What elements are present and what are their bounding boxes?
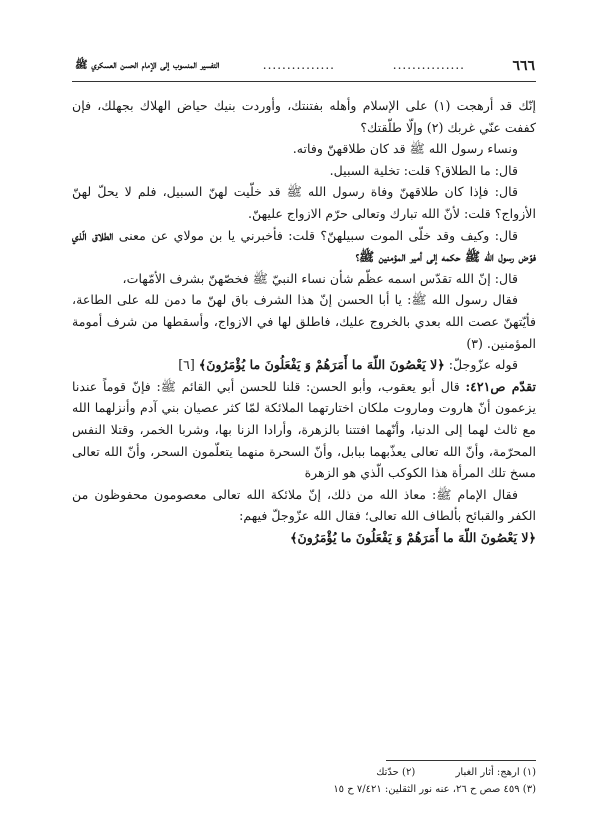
verse-line <box>72 354 536 376</box>
footnote: (٢) حدّتك <box>376 767 416 778</box>
paragraph <box>72 376 536 484</box>
cross-reference: تقدّم ص٤٢١: <box>465 378 536 394</box>
quran-verse: ﴿لا يَعْصُونَ اللّهَ ما أَمَرَهُمْ وَ يَفْعَلُونَ ما يُؤْمَرُونَ﴾ <box>198 357 445 373</box>
verse-reference: [٦] <box>178 357 195 373</box>
main-text <box>72 95 536 548</box>
verse-intro: قوله عزّوجلّ: <box>448 357 518 373</box>
header-rule <box>72 81 536 82</box>
paragraph-part: قال أبو يعقوب، وأبو الحسن: قلنا للحسن أبي القائم ﷺ: فإنّ قوماً عندنا يزعمون أنّ هاروت وماروت ملكان اختارتهما الملائكة لمّا كثر عصيان بني آدم وأنزلهما الله مع ثالث لهما إلى الدنيا، وأنّهما افتتنا بالزهرة، وأرادا الزنا بها، وشربا الخمر، وقتلا النفس المحرّمة، وأنّ الله تعالى يعذّبهما ببابل، وأنّ السحرة منهما يتعلّمون السحر، وأنّ الله تعالى مسخ تلك المرأة هذا الكوكب الّذي هو الزهرة <box>72 378 536 481</box>
paragraph: إنّك قد أرهجت (١) على الإسلام وأهله بفتنتك، وأوردت بنيك حياض الهلاك بجهلك، فإن كففت عنّي غربك (٢) وإلّا طلّقتك؟ <box>72 98 536 135</box>
footnote-rule <box>386 760 536 761</box>
paragraph: فقال رسول الله ﷺ: يا أبا الحسن إنّ هذا الشرف باق لهنّ ما دمن لله على الطاعة، فأيّتهنّ عصت الله بعدي بالخروج عليك، فاطلق لها في الازواج، وأسقطها من شرف أمومة المؤمنين. (٣) <box>72 292 536 351</box>
quran-verse: ﴿لا يَعْصُونَ اللّهَ ما أَمَرَهُمْ وَ يَفْعَلُونَ ما يُؤْمَرُونَ﴾ <box>290 529 536 545</box>
footnote-line <box>72 764 536 781</box>
paragraph: قال: ما الطلاق؟ قلت: تخلية السبيل. <box>329 162 518 178</box>
paragraph: قال: إنّ الله تقدّس اسمه عظّم شأن نساء النبيّ ﷺ فخصّهنّ بشرف الأمّهات، <box>122 270 518 286</box>
paragraph-part: قال: وكيف وقد خلّى الموت سبيلهنّ؟ قلت: فأخبرني يا بن مولاي عن معنى <box>118 227 518 243</box>
paragraph <box>72 225 536 268</box>
page-number: ٦٦٦ <box>512 58 535 74</box>
running-title: التفسير المنسوب إلى الإمام الحسن العسكري ﷺ <box>75 59 220 71</box>
footnote: (١) ارهج: أثار الغبار <box>455 767 536 778</box>
header-dots: ............... <box>262 58 335 72</box>
page-header <box>75 58 535 78</box>
footnotes <box>72 764 536 798</box>
paragraph: قال: فإذا كان طلاقهنّ وفاة رسول الله ﷺ قد خلّيت لهنّ السبيل، فلم لا يحلّ لهنّ الأزواج؟ قلت: لأنّ الله تبارك وتعالى حرّم الازواج عليهنّ. <box>72 184 536 221</box>
paragraph-part: الطلاق الّذي فوّض رسول الله ﷺ حكمه إلى أمير المؤمنين ﷺ؟ <box>72 227 536 265</box>
header-dots: ............... <box>392 58 465 72</box>
footnote: (٣) ٤٥٩ صص ح ٢٦، عنه نور الثقلين: ٧/٤٢١ ح ١٥ <box>333 784 536 795</box>
paragraph: ونساء رسول الله ﷺ قد كان طلاقهنّ وفاته. <box>292 141 518 157</box>
paragraph: فقال الإمام ﷺ: معاذ الله من ذلك، إنّ ملائكة الله تعالى معصومون محفوظون من الكفر والقبائح بألطاف الله تعالى؛ فقال الله عزّوجلّ فيهم: <box>72 486 536 524</box>
